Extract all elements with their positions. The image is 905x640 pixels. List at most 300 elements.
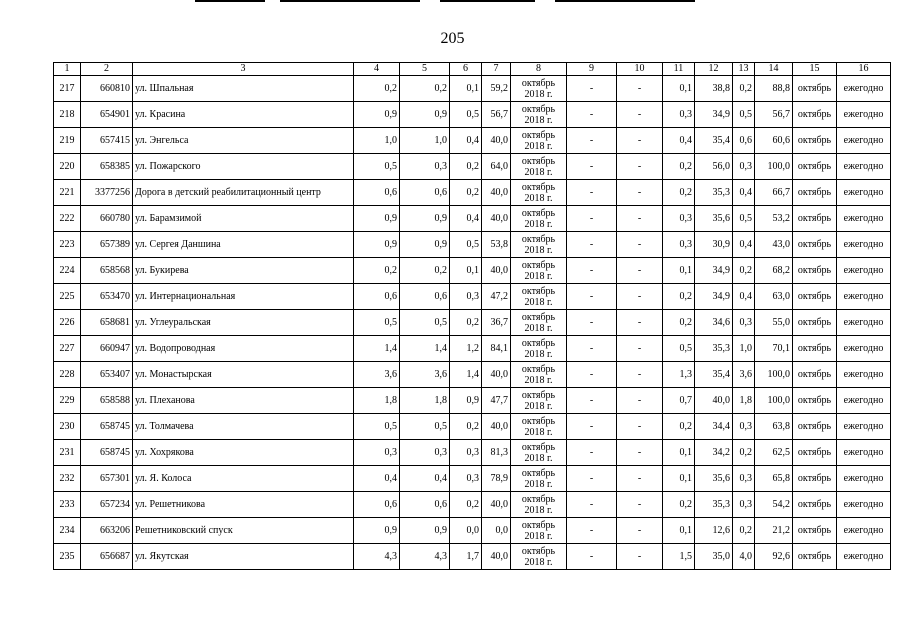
street-name: ул. Решетникова — [133, 492, 354, 518]
value-col-13: 0,2 — [733, 258, 755, 284]
value-col-5: 0,5 — [400, 414, 450, 440]
object-code: 658745 — [81, 414, 133, 440]
value-col-5: 0,9 — [400, 206, 450, 232]
table-row — [54, 544, 891, 570]
data-table — [53, 62, 891, 570]
row-number: 228 — [54, 362, 81, 388]
date-col-8 — [511, 414, 567, 440]
street-name: ул. Я. Колоса — [133, 466, 354, 492]
column-number-header: 9 — [567, 63, 617, 76]
value-col-16: ежегодно — [837, 466, 891, 492]
value-col-12: 34,4 — [695, 414, 733, 440]
value-col-16: ежегодно — [837, 258, 891, 284]
value-col-6: 0,1 — [450, 76, 482, 102]
value-col-14: 63,8 — [755, 414, 793, 440]
street-name: ул. Хохрякова — [133, 440, 354, 466]
value-col-16: ежегодно — [837, 206, 891, 232]
column-number-header: 8 — [511, 63, 567, 76]
value-col-16: ежегодно — [837, 284, 891, 310]
street-name: ул. Сергея Даншина — [133, 232, 354, 258]
value-col-13: 0,4 — [733, 284, 755, 310]
row-number: 227 — [54, 336, 81, 362]
value-col-7: 64,0 — [482, 154, 511, 180]
value-col-7: 78,9 — [482, 466, 511, 492]
value-col-11: 0,2 — [663, 180, 695, 206]
value-col-11: 0,2 — [663, 414, 695, 440]
value-col-4: 0,2 — [354, 76, 400, 102]
value-col-7: 0,0 — [482, 518, 511, 544]
value-col-10: - — [617, 518, 663, 544]
street-name: ул. Толмачева — [133, 414, 354, 440]
value-col-14: 62,5 — [755, 440, 793, 466]
date-month: октябрь — [521, 545, 556, 557]
value-col-16: ежегодно — [837, 492, 891, 518]
column-number-header: 12 — [695, 63, 733, 76]
value-col-12: 34,9 — [695, 284, 733, 310]
column-number-header: 5 — [400, 63, 450, 76]
date-month: октябрь — [521, 259, 556, 271]
row-number: 225 — [54, 284, 81, 310]
value-col-15: октябрь — [793, 518, 837, 544]
value-col-13: 0,2 — [733, 518, 755, 544]
value-col-14: 60,6 — [755, 128, 793, 154]
object-code: 657389 — [81, 232, 133, 258]
page-number: 205 — [440, 30, 465, 47]
value-col-7: 59,2 — [482, 76, 511, 102]
date-year: 2018 г. — [524, 140, 553, 152]
column-number-header: 4 — [354, 63, 400, 76]
value-col-12: 35,0 — [695, 544, 733, 570]
date-col-8 — [511, 492, 567, 518]
object-code: 658588 — [81, 388, 133, 414]
value-col-6: 0,0 — [450, 518, 482, 544]
value-col-10: - — [617, 414, 663, 440]
street-name: ул. Букирева — [133, 258, 354, 284]
value-col-15: октябрь — [793, 232, 837, 258]
value-col-4: 0,9 — [354, 206, 400, 232]
date-year: 2018 г. — [524, 530, 553, 542]
value-col-9: - — [567, 206, 617, 232]
value-col-16: ежегодно — [837, 336, 891, 362]
row-number: 219 — [54, 128, 81, 154]
date-month: октябрь — [521, 467, 556, 479]
date-month: октябрь — [521, 233, 556, 245]
date-month: октябрь — [521, 285, 556, 297]
street-name: ул. Водопроводная — [133, 336, 354, 362]
value-col-9: - — [567, 336, 617, 362]
column-number-header: 2 — [81, 63, 133, 76]
value-col-11: 0,7 — [663, 388, 695, 414]
value-col-10: - — [617, 362, 663, 388]
row-number: 231 — [54, 440, 81, 466]
value-col-12: 35,3 — [695, 180, 733, 206]
value-col-14: 54,2 — [755, 492, 793, 518]
date-year: 2018 г. — [524, 244, 553, 256]
value-col-15: октябрь — [793, 128, 837, 154]
date-year: 2018 г. — [524, 504, 553, 516]
object-code: 660780 — [81, 206, 133, 232]
value-col-6: 0,3 — [450, 466, 482, 492]
value-col-5: 0,9 — [400, 102, 450, 128]
value-col-15: октябрь — [793, 284, 837, 310]
value-col-7: 40,0 — [482, 414, 511, 440]
value-col-12: 34,2 — [695, 440, 733, 466]
value-col-4: 0,9 — [354, 102, 400, 128]
object-code: 654901 — [81, 102, 133, 128]
value-col-16: ежегодно — [837, 102, 891, 128]
row-number: 234 — [54, 518, 81, 544]
value-col-5: 1,0 — [400, 128, 450, 154]
value-col-9: - — [567, 362, 617, 388]
value-col-13: 0,2 — [733, 76, 755, 102]
value-col-15: октябрь — [793, 102, 837, 128]
value-col-10: - — [617, 232, 663, 258]
street-name: ул. Энгельса — [133, 128, 354, 154]
column-number-header: 11 — [663, 63, 695, 76]
date-col-8 — [511, 128, 567, 154]
value-col-7: 36,7 — [482, 310, 511, 336]
date-col-8 — [511, 310, 567, 336]
value-col-4: 4,3 — [354, 544, 400, 570]
value-col-6: 1,7 — [450, 544, 482, 570]
value-col-13: 0,6 — [733, 128, 755, 154]
value-col-7: 40,0 — [482, 258, 511, 284]
date-col-8 — [511, 518, 567, 544]
value-col-16: ежегодно — [837, 440, 891, 466]
date-month: октябрь — [521, 441, 556, 453]
value-col-4: 0,3 — [354, 440, 400, 466]
object-code: 3377256 — [81, 180, 133, 206]
value-col-15: октябрь — [793, 180, 837, 206]
column-number-header: 10 — [617, 63, 663, 76]
object-code: 657415 — [81, 128, 133, 154]
value-col-5: 0,3 — [400, 440, 450, 466]
value-col-10: - — [617, 544, 663, 570]
value-col-5: 4,3 — [400, 544, 450, 570]
value-col-13: 1,8 — [733, 388, 755, 414]
value-col-12: 35,4 — [695, 128, 733, 154]
value-col-5: 1,4 — [400, 336, 450, 362]
value-col-16: ежегодно — [837, 128, 891, 154]
value-col-6: 0,5 — [450, 102, 482, 128]
value-col-7: 40,0 — [482, 492, 511, 518]
value-col-4: 0,9 — [354, 518, 400, 544]
value-col-5: 1,8 — [400, 388, 450, 414]
column-number-header-row — [54, 63, 891, 76]
row-number: 229 — [54, 388, 81, 414]
value-col-16: ежегодно — [837, 76, 891, 102]
table-row — [54, 440, 891, 466]
scan-edge-line — [555, 0, 695, 2]
value-col-9: - — [567, 544, 617, 570]
object-code: 653407 — [81, 362, 133, 388]
date-col-8 — [511, 154, 567, 180]
value-col-6: 0,2 — [450, 414, 482, 440]
value-col-11: 1,3 — [663, 362, 695, 388]
value-col-16: ежегодно — [837, 180, 891, 206]
value-col-12: 35,3 — [695, 492, 733, 518]
value-col-12: 38,8 — [695, 76, 733, 102]
value-col-4: 0,5 — [354, 414, 400, 440]
column-number-header: 1 — [54, 63, 81, 76]
value-col-14: 100,0 — [755, 388, 793, 414]
date-col-8 — [511, 206, 567, 232]
date-month: октябрь — [521, 155, 556, 167]
scan-edge-line — [195, 0, 265, 2]
value-col-4: 0,6 — [354, 492, 400, 518]
object-code: 653470 — [81, 284, 133, 310]
date-year: 2018 г. — [524, 322, 553, 334]
date-month: октябрь — [521, 129, 556, 141]
row-number: 232 — [54, 466, 81, 492]
value-col-4: 0,5 — [354, 154, 400, 180]
value-col-11: 0,3 — [663, 206, 695, 232]
value-col-9: - — [567, 440, 617, 466]
value-col-13: 0,3 — [733, 154, 755, 180]
street-name: ул. Интернациональная — [133, 284, 354, 310]
value-col-7: 40,0 — [482, 180, 511, 206]
table-row — [54, 362, 891, 388]
value-col-16: ежегодно — [837, 232, 891, 258]
table-row — [54, 76, 891, 102]
value-col-6: 0,2 — [450, 180, 482, 206]
table-row — [54, 128, 891, 154]
table-row — [54, 102, 891, 128]
value-col-9: - — [567, 232, 617, 258]
table-row — [54, 310, 891, 336]
value-col-14: 92,6 — [755, 544, 793, 570]
table-row — [54, 414, 891, 440]
column-number-header: 13 — [733, 63, 755, 76]
value-col-14: 88,8 — [755, 76, 793, 102]
column-number-header: 15 — [793, 63, 837, 76]
value-col-11: 1,5 — [663, 544, 695, 570]
value-col-7: 47,7 — [482, 388, 511, 414]
date-col-8 — [511, 102, 567, 128]
scan-edge-line — [280, 0, 420, 2]
street-name: ул. Шпальная — [133, 76, 354, 102]
value-col-14: 21,2 — [755, 518, 793, 544]
value-col-10: - — [617, 258, 663, 284]
value-col-9: - — [567, 180, 617, 206]
value-col-15: октябрь — [793, 388, 837, 414]
date-month: октябрь — [521, 415, 556, 427]
object-code: 657234 — [81, 492, 133, 518]
value-col-7: 40,0 — [482, 206, 511, 232]
value-col-10: - — [617, 466, 663, 492]
street-name: Решетниковский спуск — [133, 518, 354, 544]
value-col-11: 0,2 — [663, 284, 695, 310]
value-col-9: - — [567, 310, 617, 336]
value-col-10: - — [617, 440, 663, 466]
value-col-12: 34,9 — [695, 258, 733, 284]
value-col-7: 53,8 — [482, 232, 511, 258]
row-number: 235 — [54, 544, 81, 570]
value-col-5: 0,4 — [400, 466, 450, 492]
value-col-13: 0,3 — [733, 492, 755, 518]
object-code: 660810 — [81, 76, 133, 102]
value-col-14: 56,7 — [755, 102, 793, 128]
value-col-14: 100,0 — [755, 154, 793, 180]
value-col-4: 0,9 — [354, 232, 400, 258]
value-col-14: 100,0 — [755, 362, 793, 388]
object-code: 660947 — [81, 336, 133, 362]
value-col-4: 1,0 — [354, 128, 400, 154]
value-col-11: 0,1 — [663, 440, 695, 466]
value-col-10: - — [617, 492, 663, 518]
value-col-10: - — [617, 128, 663, 154]
date-col-8 — [511, 258, 567, 284]
value-col-14: 55,0 — [755, 310, 793, 336]
street-name: ул. Плеханова — [133, 388, 354, 414]
value-col-7: 56,7 — [482, 102, 511, 128]
row-number: 221 — [54, 180, 81, 206]
value-col-7: 40,0 — [482, 362, 511, 388]
row-number: 223 — [54, 232, 81, 258]
value-col-13: 3,6 — [733, 362, 755, 388]
value-col-5: 0,2 — [400, 258, 450, 284]
column-number-header: 3 — [133, 63, 354, 76]
date-month: октябрь — [521, 389, 556, 401]
value-col-7: 40,0 — [482, 544, 511, 570]
value-col-13: 4,0 — [733, 544, 755, 570]
value-col-13: 0,5 — [733, 102, 755, 128]
value-col-4: 0,6 — [354, 284, 400, 310]
value-col-10: - — [617, 154, 663, 180]
date-month: октябрь — [521, 103, 556, 115]
value-col-13: 0,3 — [733, 310, 755, 336]
date-col-8 — [511, 76, 567, 102]
value-col-16: ежегодно — [837, 544, 891, 570]
date-year: 2018 г. — [524, 556, 553, 568]
street-name: Дорога в детский реабилитационный центр — [133, 180, 354, 206]
value-col-11: 0,5 — [663, 336, 695, 362]
value-col-5: 0,3 — [400, 154, 450, 180]
value-col-12: 34,6 — [695, 310, 733, 336]
date-year: 2018 г. — [524, 374, 553, 386]
value-col-10: - — [617, 336, 663, 362]
value-col-16: ежегодно — [837, 388, 891, 414]
date-year: 2018 г. — [524, 400, 553, 412]
value-col-9: - — [567, 128, 617, 154]
object-code: 656687 — [81, 544, 133, 570]
value-col-13: 0,4 — [733, 180, 755, 206]
value-col-11: 0,2 — [663, 492, 695, 518]
value-col-10: - — [617, 284, 663, 310]
object-code: 658681 — [81, 310, 133, 336]
value-col-4: 3,6 — [354, 362, 400, 388]
value-col-7: 81,3 — [482, 440, 511, 466]
value-col-9: - — [567, 466, 617, 492]
value-col-14: 68,2 — [755, 258, 793, 284]
value-col-13: 0,3 — [733, 414, 755, 440]
date-month: октябрь — [521, 363, 556, 375]
table-row — [54, 154, 891, 180]
value-col-9: - — [567, 258, 617, 284]
value-col-6: 0,5 — [450, 232, 482, 258]
date-year: 2018 г. — [524, 166, 553, 178]
street-name: ул. Якутская — [133, 544, 354, 570]
value-col-9: - — [567, 518, 617, 544]
value-col-5: 0,2 — [400, 76, 450, 102]
value-col-15: октябрь — [793, 362, 837, 388]
date-year: 2018 г. — [524, 192, 553, 204]
row-number: 233 — [54, 492, 81, 518]
value-col-12: 40,0 — [695, 388, 733, 414]
date-col-8 — [511, 232, 567, 258]
value-col-11: 0,1 — [663, 258, 695, 284]
value-col-10: - — [617, 388, 663, 414]
date-month: октябрь — [521, 519, 556, 531]
value-col-10: - — [617, 102, 663, 128]
value-col-6: 1,4 — [450, 362, 482, 388]
value-col-5: 3,6 — [400, 362, 450, 388]
street-name: ул. Монастырская — [133, 362, 354, 388]
value-col-15: октябрь — [793, 440, 837, 466]
value-col-15: октябрь — [793, 310, 837, 336]
value-col-12: 35,6 — [695, 206, 733, 232]
value-col-11: 0,1 — [663, 76, 695, 102]
table-row — [54, 388, 891, 414]
value-col-12: 35,6 — [695, 466, 733, 492]
value-col-15: октябрь — [793, 206, 837, 232]
value-col-4: 0,5 — [354, 310, 400, 336]
value-col-9: - — [567, 76, 617, 102]
value-col-13: 0,5 — [733, 206, 755, 232]
date-col-8 — [511, 284, 567, 310]
value-col-6: 0,4 — [450, 128, 482, 154]
table-row — [54, 466, 891, 492]
value-col-6: 1,2 — [450, 336, 482, 362]
date-year: 2018 г. — [524, 88, 553, 100]
value-col-9: - — [567, 154, 617, 180]
date-year: 2018 г. — [524, 114, 553, 126]
value-col-7: 84,1 — [482, 336, 511, 362]
table-row — [54, 232, 891, 258]
date-col-8 — [511, 362, 567, 388]
row-number: 230 — [54, 414, 81, 440]
value-col-11: 0,3 — [663, 102, 695, 128]
value-col-5: 0,9 — [400, 232, 450, 258]
value-col-12: 35,3 — [695, 336, 733, 362]
value-col-7: 40,0 — [482, 128, 511, 154]
value-col-11: 0,1 — [663, 518, 695, 544]
column-number-header: 16 — [837, 63, 891, 76]
table-row — [54, 518, 891, 544]
value-col-5: 0,6 — [400, 180, 450, 206]
date-year: 2018 г. — [524, 270, 553, 282]
value-col-9: - — [567, 414, 617, 440]
value-col-12: 34,9 — [695, 102, 733, 128]
object-code: 658385 — [81, 154, 133, 180]
date-month: октябрь — [521, 337, 556, 349]
value-col-10: - — [617, 76, 663, 102]
object-code: 658568 — [81, 258, 133, 284]
value-col-6: 0,1 — [450, 258, 482, 284]
date-col-8 — [511, 388, 567, 414]
value-col-9: - — [567, 492, 617, 518]
value-col-12: 35,4 — [695, 362, 733, 388]
date-year: 2018 г. — [524, 452, 553, 464]
value-col-15: октябрь — [793, 258, 837, 284]
value-col-14: 63,0 — [755, 284, 793, 310]
column-number-header: 6 — [450, 63, 482, 76]
value-col-6: 0,9 — [450, 388, 482, 414]
value-col-10: - — [617, 180, 663, 206]
value-col-14: 43,0 — [755, 232, 793, 258]
row-number: 226 — [54, 310, 81, 336]
date-year: 2018 г. — [524, 426, 553, 438]
